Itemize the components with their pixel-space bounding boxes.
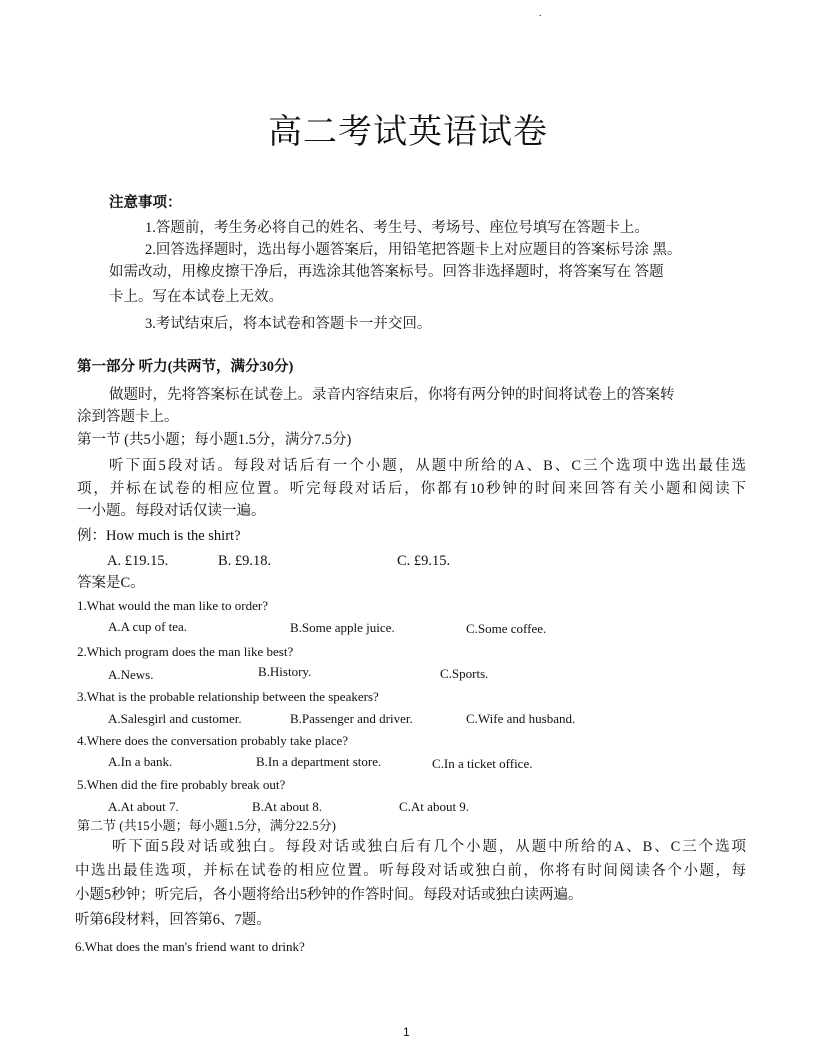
q4-option-c: C.In a ticket office. bbox=[432, 756, 533, 771]
q3-option-c: C.Wife and husband. bbox=[466, 711, 576, 726]
notice-item-3: 3.考试结束后，将本试卷和答题卡一并交回。 bbox=[145, 316, 432, 332]
notice-item-2: 2.回答选择题时，选出每小题答案后，用铅笔把答题卡上对应题目的答案标号涂 黑。 bbox=[145, 242, 682, 258]
question-1: 1.What would the man like to order? bbox=[77, 598, 268, 613]
page-number: 1 bbox=[403, 1025, 410, 1039]
notice-heading: 注意事项： bbox=[109, 195, 182, 211]
q1-option-c: C.Some coffee. bbox=[466, 621, 547, 636]
section1-intro-cont: 项，并标在试卷的相应位置。听完每段对话后，你都有10秒钟的时间来回答有关小题和阅读下 bbox=[77, 481, 746, 497]
section2-intro-cont: 中选出最佳选项，并标在试卷的相应位置。听每段对话或独白前，你将有时间阅读各个小题，每 bbox=[75, 863, 746, 879]
section1-heading: 第一节 (共5小题；每小题1.5分，满分7.5分) bbox=[77, 432, 352, 448]
q4-option-a: A.In a bank. bbox=[108, 754, 173, 769]
notice-item-1: 1.答题前，考生务必将自己的姓名、考生号、考场号、座位号填写在答题卡上。 bbox=[145, 220, 649, 236]
section2-intro: 听下面5段对话或独白。每段对话或独白后有几个小题，从题中所给的A、B、C三个选项 bbox=[112, 839, 746, 855]
question-6: 6.What does the man's friend want to drink? bbox=[75, 939, 305, 954]
section1-intro-cont2: 一小题。每段对话仅读一遍。 bbox=[77, 503, 266, 519]
notice-item-2-cont: 如需改动，用橡皮擦干净后，再选涂其他答案标号。回答非选择题时，将答案写在 答题 bbox=[109, 264, 664, 280]
part1-intro: 做题时，先将答案标在试卷上。录音内容结束后，你将有两分钟的时间将试卷上的答案转 bbox=[109, 387, 675, 403]
question-3: 3.What is the probable relationship between the speakers? bbox=[77, 689, 379, 704]
material-instruction: 听第6段材料，回答第6、7题。 bbox=[75, 912, 271, 928]
part1-heading: 第一部分 听力(共两节，满分30分) bbox=[77, 359, 294, 375]
example-question: 例：How much is the shirt? bbox=[77, 528, 241, 544]
section1-intro: 听下面5段对话。每段对话后有一个小题，从题中所给的A、B、C三个选项中选出最佳选 bbox=[109, 458, 746, 474]
q2-option-b: B.History. bbox=[258, 664, 312, 679]
example-option-c: C. £9.15. bbox=[397, 553, 451, 569]
question-4: 4.Where does the conversation probably take place? bbox=[77, 733, 349, 748]
q5-option-a: A.At about 7. bbox=[108, 799, 179, 814]
example-option-b: B. £9.18. bbox=[218, 553, 272, 569]
q5-option-c: C.At about 9. bbox=[399, 799, 470, 814]
page-mark: . bbox=[539, 8, 542, 19]
notice-item-2-cont2: 卡上。写在本试卷上无效。 bbox=[109, 289, 283, 305]
question-5: 5.When did the fire probably break out? bbox=[77, 777, 286, 792]
q1-option-a: A.A cup of tea. bbox=[108, 619, 188, 634]
part1-intro-cont: 涂到答题卡上。 bbox=[77, 409, 179, 425]
page-title: 高二考试英语试卷 bbox=[268, 114, 548, 151]
q2-option-c: C.Sports. bbox=[440, 666, 489, 681]
q2-option-a: A.News. bbox=[108, 667, 154, 682]
q1-option-b: B.Some apple juice. bbox=[290, 620, 395, 635]
q3-option-b: B.Passenger and driver. bbox=[290, 711, 413, 726]
section2-heading: 第二节 (共15小题；每小题1.5分，满分22.5分) bbox=[77, 818, 336, 833]
q5-option-b: B.At about 8. bbox=[252, 799, 323, 814]
q3-option-a: A.Salesgirl and customer. bbox=[108, 711, 242, 726]
question-2: 2.Which program does the man like best? bbox=[77, 644, 294, 659]
example-answer: 答案是C。 bbox=[77, 575, 145, 591]
example-option-a: A. £19.15. bbox=[107, 553, 169, 569]
q4-option-b: B.In a department store. bbox=[256, 754, 382, 769]
section2-intro-cont2: 小题5秒钟；听完后，各小题将给出5秒钟的作答时间。每段对话或独白读两遍。 bbox=[75, 887, 583, 903]
